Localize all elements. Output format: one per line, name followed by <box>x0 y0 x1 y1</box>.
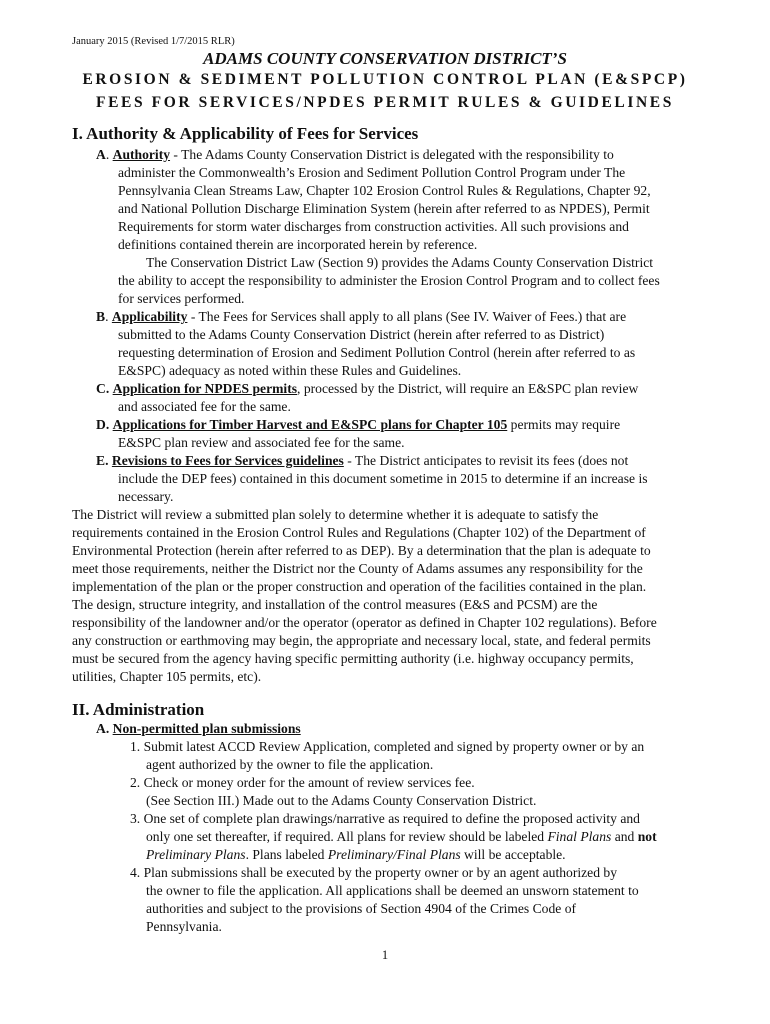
paragraph-line: utilities, Chapter 105 permits, etc). <box>72 669 262 684</box>
list-item-cont <box>146 846 566 864</box>
preliminary-plans-text: Preliminary Plans <box>146 847 246 862</box>
item-a-line: for services performed. <box>118 291 245 306</box>
final-plans-text: Final Plans <box>547 829 612 844</box>
item-b-letter: B <box>96 309 106 324</box>
item-a: A. Authority - The Adams County Conservation District is delegated with the responsibility to <box>96 147 614 162</box>
item-b-line: submitted to the Adams County Conservation District (herein after referred to as District) <box>118 327 605 342</box>
item-e-letter: E. <box>96 453 109 468</box>
item-d-line: E&SPC plan review and associated fee for the same. <box>118 435 405 450</box>
item-a-line: The Conservation District Law (Section 9) provides the Adams County Conservation District <box>146 255 654 270</box>
item-a-line: Requirements for storm water discharges from construction activities. All such provisions and <box>118 219 629 234</box>
page-number: 1 <box>381 948 389 962</box>
title-line-3: FEES FOR SERVICES/NPDES PERMIT RULES & GUIDELINES <box>96 94 674 111</box>
subsection-a-label: Non-permitted plan submissions <box>112 721 301 736</box>
item-c-line: and associated fee for the same. <box>118 399 291 414</box>
not-text: not <box>637 829 657 844</box>
item-a-letter: A <box>96 147 106 162</box>
paragraph-line: meet those requirements, neither the District nor the County of Adams assumes any responsibility for the <box>72 561 643 576</box>
paragraph-line: Environmental Protection (herein after referred to as DEP). By a determination that the plan is adequate to <box>72 543 651 558</box>
section-1-heading <box>72 124 418 144</box>
item-a-line: administer the Commonwealth’s Erosion and Sediment Pollution Control Program under The <box>118 165 626 180</box>
item-b-label: Applicability <box>111 309 188 324</box>
list-item-cont: authorities and subject to the provisions of Section 4904 of the Crimes Code of <box>146 901 577 916</box>
item-d-letter: D. <box>96 417 110 432</box>
list-item: 2. Check or money order for the amount of review services fee. <box>130 775 475 790</box>
item-c-letter: C. <box>96 381 110 396</box>
list-item: 1. Submit latest ACCD Review Application, completed and signed by property owner or by an <box>130 739 645 754</box>
item-b-line: E&SPC) adequacy as noted within these Rules and Guidelines. <box>118 363 462 378</box>
item-a-label: Authority <box>112 147 171 162</box>
paragraph-line: implementation of the plan or the proper construction and operation of the facilities contained in the plan. <box>72 579 647 594</box>
title-line-2: EROSION & SEDIMENT POLLUTION CONTROL PLAN (E&SPCP) <box>82 71 688 88</box>
item-e <box>96 452 628 470</box>
paragraph-line: The District will review a submitted plan solely to determine whether it is adequate to satisfy the <box>72 507 599 522</box>
list-item: 4. Plan submissions shall be executed by the property owner or by an agent authorized by <box>130 865 617 880</box>
paragraph-line: responsibility of the landowner and/or the operator (operator as defined in Chapter 102 regulations). Before <box>72 615 657 630</box>
title-line-1: ADAMS COUNTY CONSERVATION DISTRICT’S <box>203 49 567 68</box>
item-d-label: Applications for Timber Harvest and E&SPC plans for Chapter 105 <box>112 417 508 432</box>
item-a-line: Pennsylvania Clean Streams Law, Chapter 102 Erosion Control Rules & Regulations, Chapter 92, <box>118 183 651 198</box>
paragraph-line: requirements contained in the Erosion Control Rules and Regulations (Chapter 102) of the Department of <box>72 525 646 540</box>
list-text: will be acceptable. <box>460 847 566 862</box>
item-b: B. Applicability - The Fees for Services shall apply to all plans (See IV. Waiver of Fees.) that are <box>96 309 627 324</box>
paragraph-line: The design, structure integrity, and installation of the control measures (E&S and PCSM) are the <box>72 597 598 612</box>
item-b-line: requesting determination of Erosion and Sediment Pollution Control (herein after referred to as <box>118 345 636 360</box>
section-2-heading: II. Administration <box>72 700 205 719</box>
item-a-line: and National Pollution Discharge Elimination System (herein after referred to as NPDES), Permit <box>118 201 650 216</box>
list-item-cont: the owner to file the application. All applications shall be deemed an unsworn statement to <box>146 883 639 898</box>
revision-date: January 2015 (Revised 1/7/2015 RLR) <box>72 36 235 47</box>
subsection-a-letter: A. <box>96 721 110 736</box>
item-e-line: include the DEP fees) contained in this document sometime in 2015 to determine if an increase is <box>118 471 648 486</box>
section-1-number: I <box>72 124 79 143</box>
item-a-line: definitions contained therein are incorporated herein by reference. <box>118 237 478 252</box>
item-b-text: - The Fees for Services shall apply to all plans (See IV. Waiver of Fees.) that are <box>187 309 627 324</box>
subsection-a <box>96 720 301 738</box>
item-e-label: Revisions to Fees for Services guidelines <box>111 453 344 468</box>
list-item-cont: agent authorized by the owner to file the application. <box>146 757 434 772</box>
list-item-cont: (See Section III.) Made out to the Adams County Conservation District. <box>146 793 537 808</box>
item-c <box>96 380 638 398</box>
list-item: 3. One set of complete plan drawings/narrative as required to define the proposed activity and <box>130 811 640 826</box>
item-e-text: - The District anticipates to revisit its fees (does not <box>343 453 629 468</box>
section-1-title: . Authority & Applicability of Fees for Services <box>78 124 419 143</box>
list-item-cont: Pennsylvania. <box>146 919 222 934</box>
paragraph-line: must be secured from the agency having specific permitting authority (i.e. highway occupancy permits, <box>72 651 634 666</box>
paragraph-line: any construction or earthmoving may begin, the appropriate and necessary local, state, and federal permits <box>72 633 651 648</box>
item-a-text: - The Adams County Conservation District is delegated with the responsibility to <box>170 147 614 162</box>
list-text: only one set thereafter, if required. All plans for review should be labeled <box>146 829 548 844</box>
item-c-label: Application for NPDES permits <box>112 381 298 396</box>
item-e-line: necessary. <box>118 489 174 504</box>
item-d-text: permits may require <box>507 417 621 432</box>
list-text: and <box>611 829 638 844</box>
item-a-line: the ability to accept the responsibility to administer the Erosion Control Program and to collect fees <box>118 273 660 288</box>
item-c-text: , processed by the District, will require an E&SPC plan review <box>297 381 639 396</box>
list-item-cont <box>146 828 657 846</box>
item-d <box>96 416 620 434</box>
preliminary-final-text: Preliminary/Final Plans <box>327 847 461 862</box>
list-text: . Plans labeled <box>245 847 328 862</box>
